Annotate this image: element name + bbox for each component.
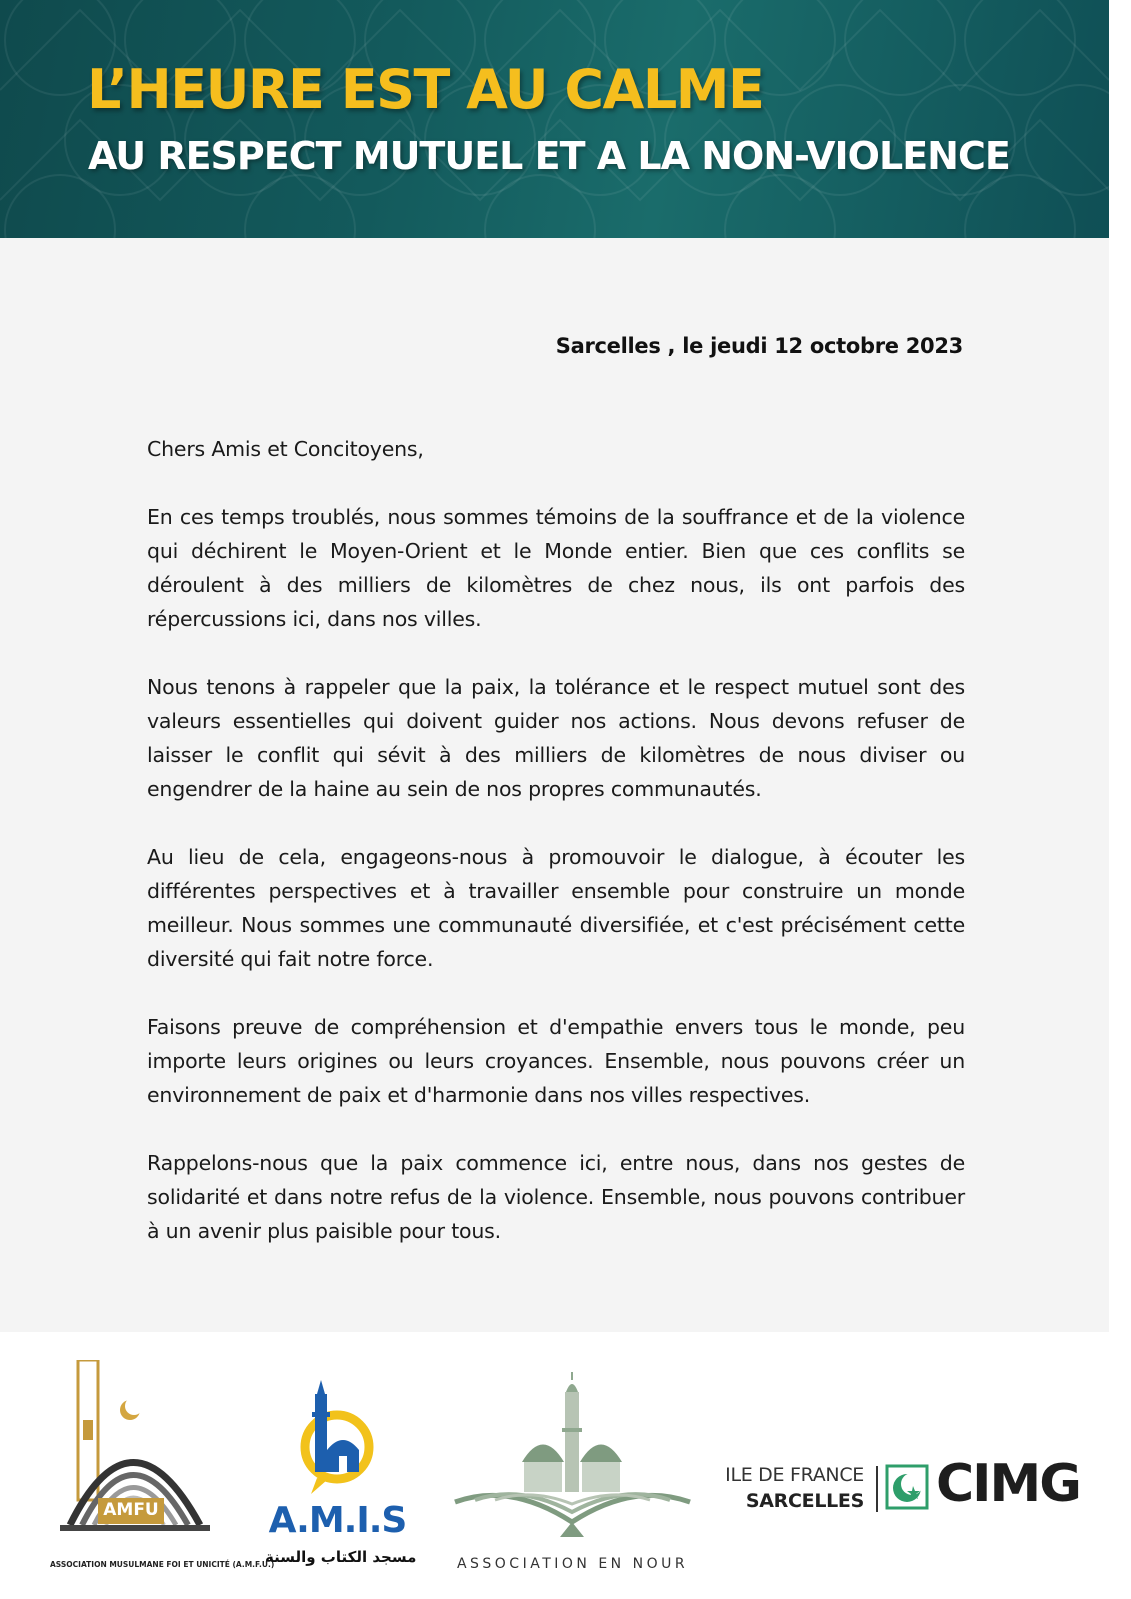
cimg-word: CIMG [936,1454,1080,1514]
letter-paragraph: Rappelons-nous que la paix commence ici, entre nous, dans nos gestes de solidarité et dans notre refus de la violence. Ensemble, nous pouvons contribuer à un avenir plus paisible pour tous. [147,1151,965,1243]
partner-logos [0,1332,1131,1599]
letter-greeting: Chers Amis et Concitoyens, [147,437,424,461]
amis-logo [265,1372,417,1572]
cimg-city: SARCELLES [745,1490,864,1512]
letter-paragraph: En ces temps troublés, nous sommes témoins de la souffrance et de la violence qui déchirent le Moyen-Orient et le Monde entier. Bien que ces conflits se déroulent à des milliers de kilomètres de chez nous, ils ont parfois des répercussions ici, dans nos villes. [147,505,965,631]
amis-mosque-icon [265,1372,410,1502]
letter-content [147,432,965,1282]
nour-mosque-book-icon [450,1372,695,1552]
nour-logo [450,1372,695,1582]
amfu-label: AMFU [103,1500,159,1520]
amfu-caption: ASSOCIATION MUSULMANE FOI ET UNICITÉ (A.M.F.U.) [50,1560,275,1569]
amis-arabic-name: مسجد الكتاب والسنة [265,1548,417,1566]
cimg-crescent-icon [885,1464,929,1510]
nour-name: ASSOCIATION EN NOUR [456,1556,689,1572]
cimg-region: ILE DE FRANCE [725,1464,864,1486]
amis-name: A.M.I.S [268,1500,407,1541]
letter-paragraph: Au lieu de cela, engageons-nous à promouvoir le dialogue, à écouter les différentes perspectives et à travailler ensemble pour construire un monde meilleur. Nous sommes une communauté diversifiée, et c'est précisément cette diversité qui fait notre force. [147,845,965,971]
right-margin [1109,0,1131,1332]
page-subtitle: AU RESPECT MUTUEL ET A LA NON-VIOLENCE [88,134,1010,178]
letter-date: Sarcelles , le jeudi 12 octobre 2023 [555,334,963,358]
cimg-logo [722,1454,1102,1530]
letter-paragraph: Nous tenons à rappeler que la paix, la tolérance et le respect mutuel sont des valeurs essentielles qui doivent guider nos actions. Nous devons refuser de laisser le conflit qui sévit à des milliers de kilomètres de nous diviser ou engendrer de la haine au sein de nos propres communautés. [147,675,965,801]
page-title: L’HEURE EST AU CALME [87,58,764,121]
amfu-logo [50,1360,275,1569]
cimg-divider [876,1466,878,1512]
header-banner [0,0,1109,238]
letter-paragraph: Faisons preuve de compréhension et d'empathie envers tous le monde, peu importe leurs origines ou leurs croyances. Ensemble, nous pouvons créer un environnement de paix et d'harmonie dans nos villes respectives. [147,1015,965,1107]
letter-body [0,238,1109,1332]
amfu-mosque-icon [50,1360,215,1560]
